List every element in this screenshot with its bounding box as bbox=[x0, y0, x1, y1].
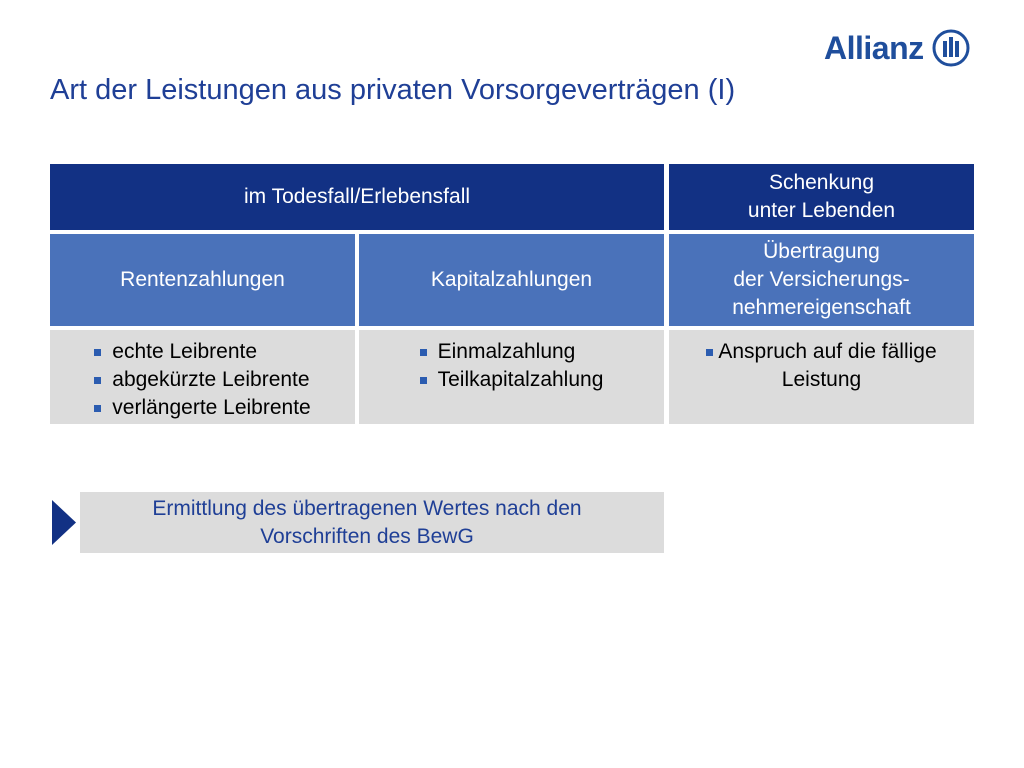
sub-rentenzahlungen bbox=[50, 234, 355, 326]
sub-uebertragung-line-2: der Versicherungs- bbox=[733, 268, 910, 291]
header-todesfall-label: im Todesfall/Erlebensfall bbox=[243, 185, 471, 208]
list-item: echte Leibrente bbox=[94, 338, 310, 366]
logo-text: Allianz bbox=[824, 30, 924, 66]
sub-uebertragung-line-3: nehmereigenschaft bbox=[732, 296, 911, 319]
header-todesfall bbox=[50, 164, 664, 230]
list-item: Teilkapitalzahlung bbox=[420, 366, 604, 394]
valuation-callout bbox=[50, 492, 664, 553]
callout-text bbox=[80, 495, 664, 551]
cell-uebertragung-items bbox=[669, 330, 974, 424]
list-item: verlängerte Leibrente bbox=[94, 394, 310, 422]
cell-kapital-items bbox=[359, 330, 664, 424]
sub-rentenzahlungen-label: Rentenzahlungen bbox=[120, 268, 285, 291]
header-schenkung-line-1: Schenkung bbox=[768, 171, 875, 194]
cell-renten-items bbox=[50, 330, 355, 424]
renten-list bbox=[94, 338, 310, 422]
sub-kapitalzahlungen bbox=[359, 234, 664, 326]
allianz-logo bbox=[824, 28, 970, 68]
chevron-right-icon bbox=[50, 492, 80, 553]
uebertragung-list bbox=[706, 338, 936, 366]
allianz-eagle-icon bbox=[932, 29, 970, 67]
sub-uebertragung-line-1: Übertragung bbox=[763, 240, 880, 263]
header-schenkung-line-2: unter Lebenden bbox=[747, 199, 896, 222]
list-item: Einmalzahlung bbox=[420, 338, 604, 366]
sub-uebertragung bbox=[669, 234, 974, 326]
sub-kapitalzahlungen-label: Kapitalzahlungen bbox=[430, 268, 593, 291]
callout-line-2: Vorschriften des BewG bbox=[260, 524, 474, 548]
callout-line-1: Ermittlung des übertragenen Wertes nach den bbox=[152, 496, 582, 520]
header-schenkung bbox=[669, 164, 974, 230]
page-title: Art der Leistungen aus privaten Vorsorgeverträgen (I) bbox=[50, 74, 736, 106]
kapital-list bbox=[420, 338, 604, 394]
list-item: abgekürzte Leibrente bbox=[94, 366, 310, 394]
benefits-table bbox=[50, 164, 974, 424]
list-item: Anspruch auf die fällige bbox=[706, 338, 936, 366]
uebertragung-continuation: Leistung bbox=[781, 368, 862, 391]
